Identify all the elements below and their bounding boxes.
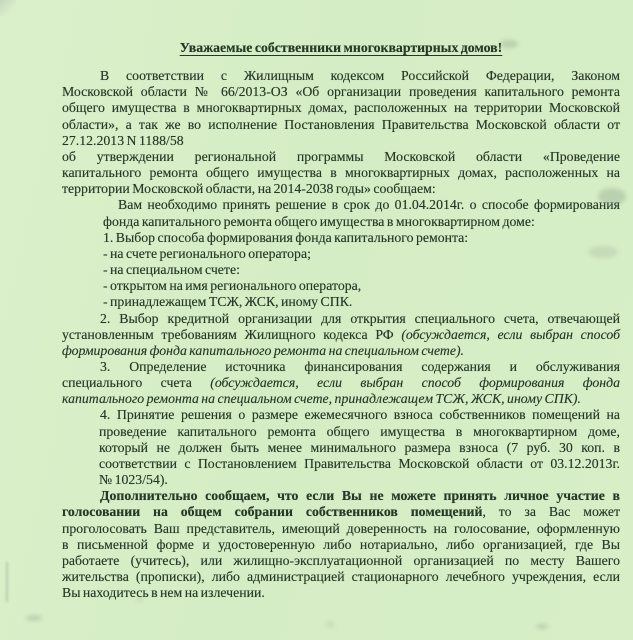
text-line (62, 84, 620, 100)
text-segment: соответствии с Постановлением Правительства Московской области от 03.12.2013г. (99, 455, 620, 471)
text-line (62, 569, 620, 585)
text-line (62, 375, 620, 391)
text-segment: который не должен быть менее минимального размера взноса (7 руб. 30 коп. в (99, 439, 620, 455)
text-segment: фонда капитального ремонта общего имущества в многоквартирном доме: (103, 213, 535, 229)
text-line (103, 214, 620, 230)
text-segment: капитального ремонта на специальном счете, принадлежащем ТСЖ, ЖСК, иному СПК). (62, 391, 581, 407)
text-segment: голосовании на общем собрании собственников помещений (62, 504, 483, 520)
text-segment: 27.12.2013 N 1188/58 (62, 132, 184, 148)
document-body (62, 40, 620, 601)
text-line (62, 149, 620, 165)
text-line (103, 230, 620, 246)
text-line (62, 165, 620, 181)
scan-edge-mark (6, 562, 8, 602)
text-line (100, 407, 620, 423)
text-segment: (обсуждается, если выбран способ формирования фонда (210, 375, 620, 391)
text-line (62, 521, 620, 537)
text-segment: специального счета (62, 375, 211, 391)
text-line (100, 488, 620, 504)
text-line (62, 181, 620, 197)
text-line (103, 262, 620, 278)
text-line (100, 68, 620, 84)
text-segment: работаете (учитесь), или жилищно-эксплуатационной организацией по месту Вашего (62, 552, 620, 568)
text-segment: установленным требованиям Жилищного кодекса РФ (62, 326, 402, 342)
text-line (103, 294, 620, 310)
text-segment: 3. Определение источника финансирования содержания и обслуживания (100, 358, 620, 374)
text-segment: Уважаемые собственники многоквартирных домов! (179, 40, 503, 55)
text-line (100, 359, 620, 375)
text-line (62, 553, 620, 569)
text-line (62, 100, 620, 116)
text-line (99, 472, 620, 488)
text-segment: капитального ремонта общего имущества в многоквартирных домах, расположенных на (62, 165, 620, 181)
text-segment: - на счете регионального оператора; (103, 245, 311, 261)
text-line (62, 391, 620, 407)
text-line (100, 311, 620, 327)
text-segment: проголосовать Ваш представитель, имеющий доверенность на голосование, оформленную (62, 520, 620, 536)
text-line (62, 585, 620, 601)
text-segment: - принадлежащем ТСЖ, ЖСК, иному СПК. (103, 294, 353, 310)
text-line (62, 343, 620, 359)
text-segment: проведение капитального ремонта общего имущества в многоквартирном доме, (99, 423, 620, 439)
text-segment: , то за Вас может (482, 504, 621, 520)
text-segment: территории Московской области, на 2014-2038 годы» сообщаем: (62, 181, 436, 197)
text-segment: В соответствии с Жилищным кодексом Российской Федерации, Законом (100, 68, 620, 84)
text-line (62, 133, 620, 149)
text-line (118, 197, 620, 213)
text-line (62, 537, 620, 553)
text-segment: 1. Выбор способа формирования фонда капитального ремонта: (103, 229, 469, 245)
scan-corner-shade (0, 0, 16, 16)
text-line (99, 440, 620, 456)
text-line (99, 424, 620, 440)
text-segment: (обсуждается, если выбран способ (401, 326, 621, 342)
text-line (103, 278, 620, 294)
text-line (62, 504, 620, 520)
text-segment: Московской области № 66/2013-ОЗ «Об организации проведения капитального ремонта (62, 84, 620, 100)
text-segment: области», а так же во исполнение Постановления Правительства Московской области от (62, 116, 620, 132)
text-segment: об утверждении региональной программы Московской области «Проведение (62, 148, 620, 164)
text-segment: № 1023/54). (99, 472, 168, 488)
document-title (62, 40, 620, 56)
scan-smudge (536, 624, 548, 629)
text-segment: Дополнительно сообщаем, что если Вы не можете принять личное участие в (100, 488, 620, 504)
text-segment: жительства (прописки), либо администрацией стационарного лечебного учреждения, если (62, 569, 620, 584)
text-line (62, 117, 620, 133)
text-segment: - на специальном счете: (103, 262, 240, 278)
text-line (103, 246, 620, 262)
text-segment: Вам необходимо принять решение в срок до 01.04.2014г. о способе формирования (118, 197, 620, 213)
text-segment: - открытом на имя регионального оператора, (103, 278, 362, 294)
text-line (62, 327, 620, 343)
text-segment: 4. Принятие решения о размере ежемесячного взноса собственников помещений на (100, 407, 620, 423)
text-segment: 2. Выбор кредитной организации для открытия специального счета, отвечающей (100, 310, 620, 326)
text-line (99, 456, 620, 472)
text-segment: Вы находитесь в нем на излечении. (62, 585, 265, 601)
text-segment: формирования фонда капитального ремонта на специальном счете). (62, 342, 465, 358)
scan-smudge (326, 622, 334, 627)
text-segment: в письменной форме и удостоверенную либо нотариально, либо организацией, где Вы (62, 536, 620, 552)
text-segment: общего имущества в многоквартирных домах, расположенных на территории Московской (62, 100, 620, 116)
scan-smudge (26, 615, 42, 621)
